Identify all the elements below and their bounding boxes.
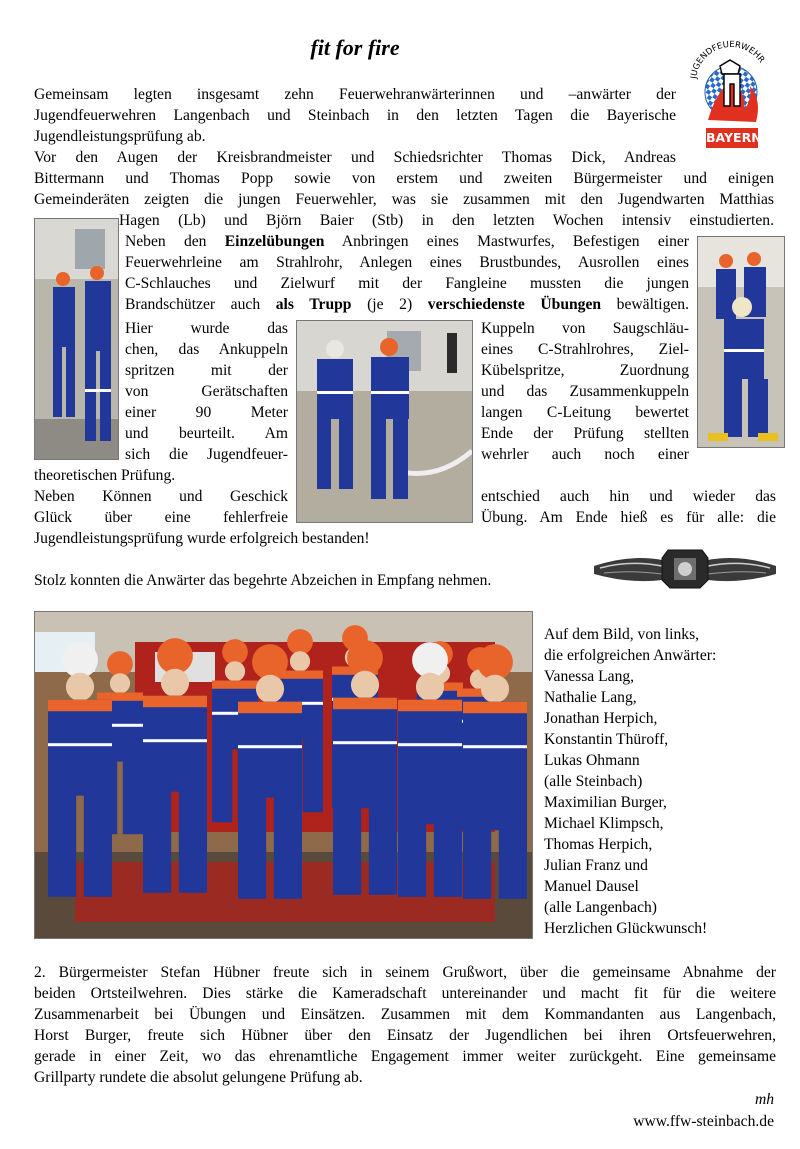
group-photo — [34, 611, 533, 939]
text-line: Jugendfeuerwehren Langenbach und Steinbach in den letzten Tagen die Bayerische — [34, 107, 676, 124]
caption-line: Herzlichen Glückwunsch! — [544, 920, 708, 937]
caption-line: Konstantin Thüroff, — [544, 731, 669, 748]
caption-line: (alle Steinbach) — [544, 773, 643, 790]
text-line: Feuerwehrleine am Strahlrohr, Anlegen eines Brustbundes, Ausrollen eines — [125, 254, 689, 271]
text-line: Gemeinderäten zeigten die jungen Feuerwehler, was sie zusammen mit den Jugendwarten Matthias — [34, 191, 774, 208]
text-line: theoretischen Prüfung. — [34, 467, 176, 484]
photo-center-running — [296, 320, 473, 523]
text-line: wehrler auch noch einer — [481, 446, 689, 463]
wrap-column-right — [481, 318, 689, 465]
page-title: fit for fire — [310, 35, 400, 60]
text-line: sich die Jugendfeuer- — [125, 446, 288, 463]
intro-paragraph — [34, 84, 676, 147]
text-line: und das Zusammenkuppeln — [481, 383, 689, 400]
text-line: beiden Ortsteilwehren. Dies stärke die Kameradschaft untereinander und macht fit für die weitere — [34, 985, 776, 1002]
text-line: C-Schlauches und Zielwurf mit der Fangleine mussten die jungen — [125, 275, 689, 292]
text-line: eines C-Strahlrohres, Ziel- — [481, 341, 689, 358]
text-line: Horst Burger, freute sich Hübner über den Einsatz der Jugendlichen bei ihren Ortsfeuerwehren, — [34, 1027, 776, 1044]
text-line: Zusammenarbeit bei Übungen und Einsätzen. Zusammen mit dem Kommandanten aus Langenbach, — [34, 1006, 776, 1023]
text-line: Jugendleistungsprüfung ab. — [34, 128, 206, 145]
text-line: chen, das Ankuppeln — [125, 341, 288, 358]
text-line: Ende der Prüfung stellten — [481, 425, 689, 442]
caption-line: Lukas Ohmann — [544, 752, 640, 769]
exercises-paragraph — [125, 231, 689, 315]
text-line: 2. Bürgermeister Stefan Hübner freute sich in seinem Grußwort, über die gemeinsame Abnahme der — [34, 964, 776, 981]
text-line: Vor den Augen der Kreisbrandmeister und Schiedsrichter Thomas Dick, Andreas — [34, 149, 676, 166]
performance-badge-image — [590, 546, 780, 592]
caption-line: Nathalie Lang, — [544, 689, 637, 706]
text-line: Kuppeln von Saugschläu- — [481, 320, 689, 337]
text-line: langen C-Leitung bewertet — [481, 404, 689, 421]
text-line: Jugendleistungsprüfung wurde erfolgreich bestanden! — [34, 530, 370, 547]
text-line: Bittermann und Thomas Popp sowie von erstem und zweiten Bürgermeister und einigen — [34, 170, 774, 187]
text-line: Gemeinsam legten insgesamt zehn Feuerwehranwärterinnen und –anwärter der — [34, 86, 676, 103]
mayor-paragraph — [34, 962, 776, 1088]
text-line: gerade in einer Zeit, wo das ehrenamtliche Engagement immer weiter zurückgeht. Eine gemeinsame — [34, 1048, 776, 1065]
text-line: Hagen (Lb) und Björn Baier (Stb) in den letzten Wochen intensiv einstudierten. — [119, 212, 774, 229]
caption-line: Auf dem Bild, von links, — [544, 626, 700, 643]
text-line: Grillparty rundete die absolut gelungene Prüfung ab. — [34, 1069, 363, 1086]
text-line: spritzen mit der — [125, 362, 288, 379]
text-line: Neben Können und Geschick — [34, 488, 288, 505]
wrap-column-left — [125, 318, 288, 465]
text-line: und beurteilt. Am — [125, 425, 288, 442]
caption-line: (alle Langenbach) — [544, 899, 657, 916]
photo-right-exercise — [697, 236, 785, 448]
text-line: Neben den Einzelübungen Anbringen eines Mastwurfes, Befestigen einer — [125, 233, 689, 250]
caption-line: Maximilian Burger, — [544, 794, 667, 811]
website-link[interactable]: www.ffw-steinbach.de — [633, 1113, 774, 1130]
caption-line: Julian Franz und — [544, 857, 648, 874]
text-line: Übung. Am Ende hieß es für alle: die — [481, 509, 776, 526]
logo-arc-text: JUGENDFEUERWEHR — [689, 39, 767, 80]
caption-line: Vanessa Lang, — [544, 668, 635, 685]
text-line: entschied auch hin und wieder das — [481, 488, 776, 505]
badge-sentence: Stolz konnten die Anwärter das begehrte Abzeichen in Empfang nehmen. — [34, 572, 492, 589]
caption-line: Jonathan Herpich, — [544, 710, 658, 727]
text-line: Glück über eine fehlerfreie — [34, 509, 288, 526]
jugendfeuerwehr-bayern-logo — [686, 30, 776, 154]
text-line: einer 90 Meter — [125, 404, 288, 421]
photo-left-exercise — [34, 218, 119, 460]
caption-line: Thomas Herpich, — [544, 836, 653, 853]
caption-line: die erfolgreichen Anwärter: — [544, 647, 717, 664]
logo-label: BAYERN — [706, 130, 762, 145]
text-line: Hier wurde das — [125, 320, 288, 337]
group-photo-caption — [544, 624, 784, 939]
text-line: Brandschützer auch als Trupp (je 2) verschiedenste Übungen bewältigen. — [125, 296, 689, 313]
caption-line: Manuel Dausel — [544, 878, 639, 895]
judges-paragraph — [34, 147, 774, 231]
caption-line: Michael Klimpsch, — [544, 815, 664, 832]
author-signature: mh — [754, 1091, 774, 1108]
text-line: von Gerätschaften — [125, 383, 288, 400]
text-line: Kübelspritze, Zuordnung — [481, 362, 689, 379]
